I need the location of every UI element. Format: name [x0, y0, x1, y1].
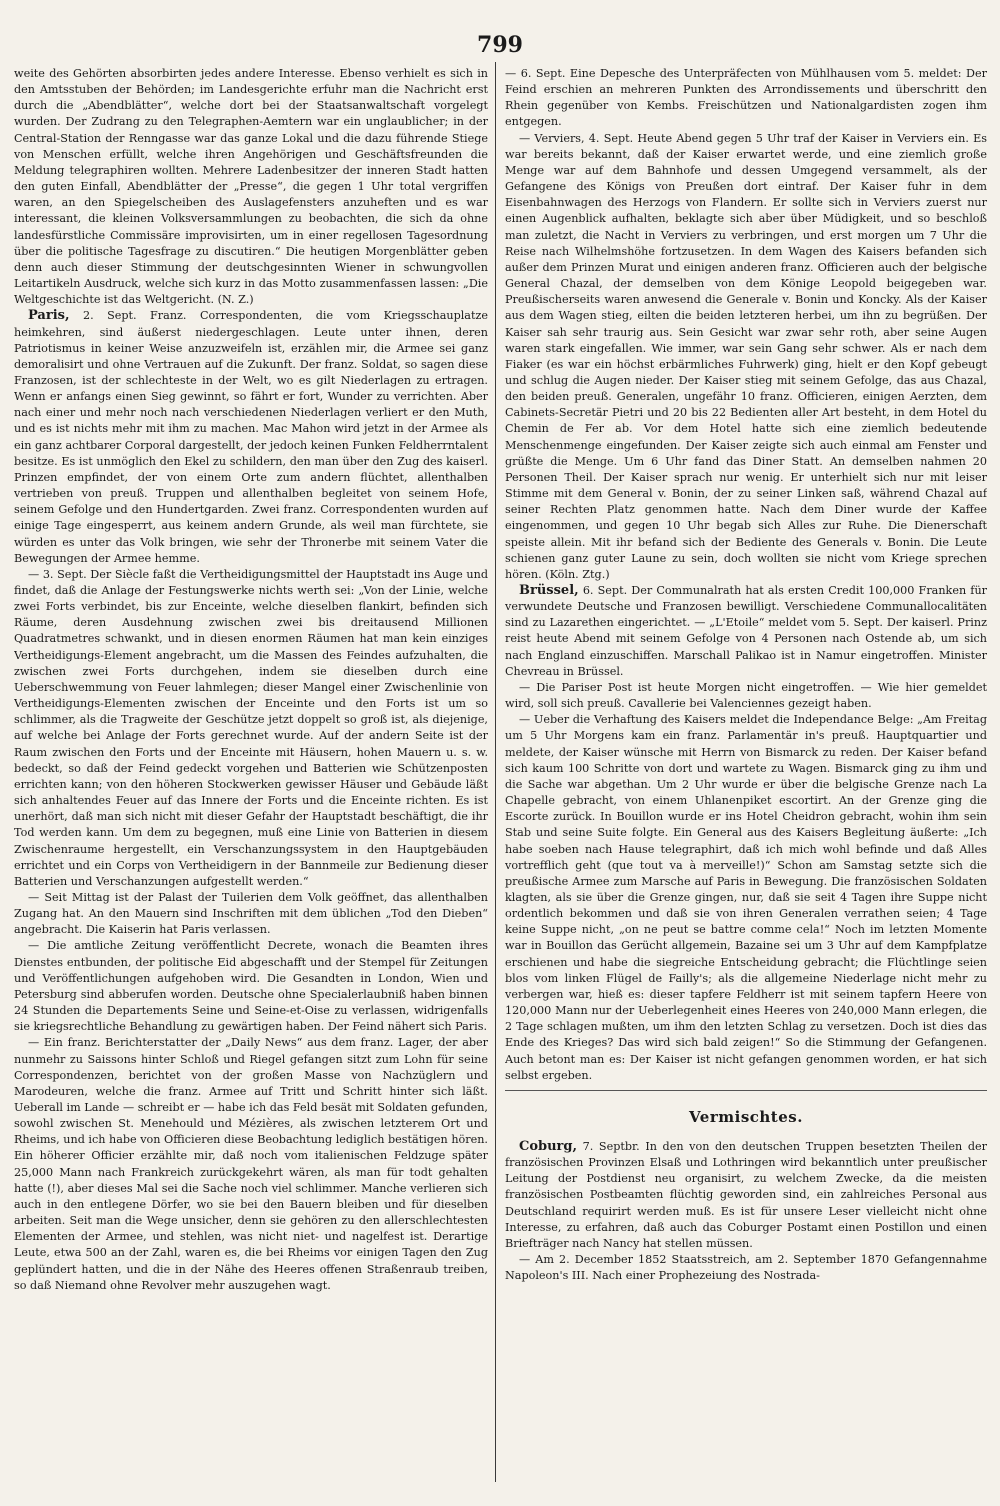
- article-text: — Verviers, 4. Sept. Heute Abend gegen 5 Uhr traf der Kaiser in Verviers ein. Es war bereits bekannt, daß der Kaiser erwartet werde, und eine ziemlich große Menge war auf dem Bahnhofe und dessen Umgegend versammelt, als der Gefangene des Königs von Preußen dort eintraf. Der Kaiser fuhr in dem Eisenbahnwagen des Herzogs von Flandern. Er sollte sich in Verviers zuerst nur einen Augenblick aufhalten, beklagte sich aber über Müdigkeit, und so beschloß man zuletzt, die Nacht in Verviers zu verbringen, und erst morgen um 7 Uhr die Reise nach Wilhelmshöhe fortzusetzen. In dem Wagen des Kaisers befanden sich außer dem Prinzen Murat und einigen anderen franz. Officieren auch der belgische General Chazal, der demselben von dem Könige Leopold beigegeben war. Preußischerseits waren anwesend die Generale v. Bonin und Koncky. Als der Kaiser aus dem Wagen stieg, eilten die beiden letzteren herbei, um ihn zu begrüßen. Der Kaiser sah sehr traurig aus. Sein Gesicht war zwar sehr roth, aber seine Augen waren stark eingefallen. Wie immer, war sein Gang sehr schwer. Als er nach dem Fiaker (es war ein höchst erbärmliches Fuhrwerk) ging, hielt er den Kopf gebeugt und schlug die Augen nieder. Der Kaiser stieg mit seinem Gefolge, das aus Chazal, den beiden preuß. Generalen, ungefähr 10 franz. Officieren, einigen Aerzten, dem Cabinets-Secretär Pietri und 20 bis 22 Bedienten aller Art besteht, in dem Hotel du Chemin de Fer ab. Vor dem Hotel hatte sich eine ziemlich bedeutende Menschenmenge eingefunden. Der Kaiser zeigte sich auch einmal am Fenster und grüßte die Menge. Um 6 Uhr fand das Diner Statt. An demselben nahmen 20 Personen Theil. Der Kaiser sprach nur wenig. Er unterhielt sich nur mit leiser Stimme mit dem General v. Bonin, der zu seiner Linken saß, während Chazal auf seiner Rechten Platz genommen hatte. Nach dem Diner wurde der Kaffee eingenommen, und gegen 10 Uhr begab sich Alles zur Ruhe. Die Dienerschaft speiste allein. Mit ihr befand sich der Bediente des Generals v. Bonin. Die Leute schienen ganz guter Laune zu sein, doch wollten sie nicht vom Kriege sprechen hören. (Köln. Ztg.): [505, 131, 987, 581]
- article-paragraph: [14, 938, 488, 1035]
- article-text: — Ueber die Verhaftung des Kaisers meldet die Independance Belge: „Am Freitag um 5 Uhr Morgens kam ein franz. Parlamentär in's preuß. Hauptquartier und meldete, der Kaiser wünsche mit Herrn von Bismarck zu reden. Der Kaiser befand sich kaum 100 Schritte von dort und wartete zu Wagen. Bismarck ging zu ihm und die Sache war abgethan. Um 2 Uhr wurde er über die belgische Grenze nach La Chapelle gebracht, von einem Uhlanenpiket escortirt. An der Grenze ging die Escorte zurück. In Bouillon wurde er ins Hotel Cheidron gebracht, wohin ihm sein Stab und seine Suite folgte. Ein General aus des Kaisers Begleitung äußerte: „Ich habe soeben nach Hause telegraphirt, daß ich mich wohl befinde und daß Alles vortrefflich geht (que tout va à merveille!)“ Schon am Samstag setzte sich die preußische Armee zum Marsche auf Paris in Bewegung. Die französischen Soldaten klagten, als sie über die Grenze gingen, nur, daß sie seit 4 Tagen ihre Suppe nicht ordentlich bekommen und daß sie von ihren Generalen verrathen seien; 4 Tage keine Suppe nicht, „on ne peut se battre comme cela!“ Noch im letzten Momente war in Bouillon das Gerücht allgemein, Bazaine sei um 3 Uhr auf dem Kampfplatze erschienen und habe die siegreiche Entscheidung gebracht; die Flüchtlinge seien blos vom linken Flügel de Failly's; als die allgemeine Niederlage nicht mehr zu verbergen war, hieß es: dieser tapfere Feldherr ist mit seinem tapfern Heere von 120,000 Mann nur der Ueberlegenheit eines Heeres von 240,000 Mann erlegen, die 2 Tage schlagen mußten, um ihm den letzten Schlag zu versetzen. Doch ist dies das Ende des Krieges? Das wird sich bald zeigen!“ So die Stimmung der Gefangenen. Auch betont man es: Der Kaiser ist nicht gefangen genommen worden, er hat sich selbst ergeben.: [505, 713, 987, 1082]
- article-text: — 3. Sept. Der Siècle faßt die Vertheidigungsmittel der Hauptstadt ins Auge und findet, daß die Anlage der Festungswerke nichts werth sei: „Von der Linie, welche zwei Forts verbindet, bis zur Enceinte, welche dieselben flankirt, befinden sich Räume, deren Ausdehnung zwischen zwei bis dreitausend Millionen Quadratmetres schwankt, und in diesen enormen Räumen hat man kein einziges Vertheidigungs-Element angebracht, um die Massen des Feindes aufzuhalten, die zwischen zwei Forts durchgehen, indem sie dieselben durch eine Ueberschwemmung von Feuer lahmlegen; dieser Mangel einer Zwischenlinie von Vertheidigungs-Elementen zwischen der Enceinte und den Forts ist um so schlimmer, als die Tragweite der Geschütze jetzt doppelt so groß ist, als diejenige, auf welche bei Anlage der Forts gerechnet wurde. Auf der andern Seite ist der Raum zwischen den Forts und der Enceinte mit Häusern, hohen Mauern u. s. w. bedeckt, so daß der Feind gedeckt vorgehen und Batterien wie Schützenposten errichten kann; von den höheren Stockwerken gewisser Häuser und Gebäude läßt sich anhaltendes Feuer auf das Innere der Forts und die Enceinte richten. Es ist unerhört, daß man sich nicht mit dieser Gefahr der Hauptstadt beschäftigt, die ihr Tod werden kann. Um dem zu begegnen, muß eine Linie von Batterien in diesem Zwischenraume hergestellt, ein Verschanzungssystem in den Hauptgebäuden errichtet und ein Corps von Vertheidigern in der Bannmeile zur Bedienung dieser Batterien und Verschanzungen aufgestellt werden.“: [14, 567, 488, 888]
- article-text: 7. Septbr. In den von den deutschen Truppen besetzten Theilen der französischen Provinzen Elsaß und Lothringen wird bekanntlich unter preußischer Leitung der Postdienst neu organisirt, zu welchem Zwecke, da die meisten französischen Postbeamten flüchtig geworden sind, ein zahlreiches Personal aus Deutschland requirirt werden muß. Es ist für unsere Leser vielleicht nicht ohne Interesse, zu erfahren, daß auch das Coburger Postamt einen Postillon und einen Briefträger nach Nancy hat stellen müssen.: [505, 1140, 987, 1250]
- article-paragraph: [505, 66, 987, 131]
- article-text: 2. Sept. Franz. Correspondenten, die vom Kriegsschauplatze heimkehren, sind äußerst niedergeschlagen. Leute unter ihnen, deren Patriotismus in keiner Weise anzuzweifeln ist, erzählen mir, die Armee sei ganz demoralisirt und ohne Vertrauen auf die Zukunft. Der franz. Soldat, so sagen diese Franzosen, ist der schlechteste in der Welt, wo es gilt Niederlagen zu ertragen. Wenn er anfangs einen Sieg gewinnt, so fährt er fort, Wunder zu verrichten. Aber nach einer und mehr noch nach verschiedenen Niederlagen verliert er den Muth, und es ist nichts mehr mit ihm zu machen. Mac Mahon wird jetzt in der Armee als ein ganz achtbarer Corporal dargestellt, der jedoch keinen Funken Feldherrntalent besitze. Es ist unmöglich den Ekel zu schildern, den man über den Zug des kaiserl. Prinzen empfindet, der von einem Orte zum andern flüchtet, allenthalben vertrieben von preuß. Truppen und allenthalben begleitet von seinem Hofe, seinem Gefolge und den Hundertgarden. Zwei franz. Correspondenten wurden auf einige Tage eingesperrt, aus keinem andern Grunde, als weil man fürchtete, sie würden es unter das Volk bringen, wie sehr der Thronerbe mit seinem Vater die Bewegungen der Armee hemme.: [14, 309, 488, 565]
- dateline: Coburg,: [519, 1139, 578, 1154]
- section-divider: [505, 1090, 987, 1091]
- section-heading: Vermischtes.: [689, 1107, 803, 1126]
- article-paragraph: [14, 567, 488, 890]
- article-text: — Die Pariser Post ist heute Morgen nicht eingetroffen. — Wie hier gemeldet wird, soll sich preuß. Cavallerie bei Valenciennes gezeigt haben.: [505, 680, 987, 711]
- left-column: [14, 66, 488, 1494]
- article-text: weite des Gehörten absorbirten jedes andere Interesse. Ebenso verhielt es sich in den Amtsstuben der Behörden; im Landesgerichte erfuhr man die Nachricht erst durch die „Abendblätter“, welche dort bei der Staatsanwaltschaft vorgelegt wurden. Der Zudrang zu den Telegraphen-Aemtern war ein unglaublicher; in der Central-Station der Renngasse war das ganze Lokal und die dazu führende Stiege von Menschen erfüllt, welche ihren Angehörigen und Geschäftsfreunden die Meldung telegraphiren wollten. Mehrere Ladenbesitzer der inneren Stadt hatten den guten Einfall, Abendblätter der „Presse“, die gegen 1 Uhr total vergriffen waren, an den Spiegelscheiben des Auslagefensters anzuheften und es war interessant, die kleinen Volksversammlungen zu beobachten, die sich da ohne landesfürstliche Commissäre improvisirten, um in einer regellosen Tagesordnung über die politische Tagesfrage zu discutiren.“ Die heutigen Morgenblätter geben denn auch dieser Stimmung der deutschgesinnten Wiener in schwungvollen Leitartikeln Ausdruck, welche sich kurz in das Motto zusammenfassen lassen: „Die Weltgeschichte ist das Weltgericht. (N. Z.): [14, 67, 488, 307]
- dateline: Brüssel,: [519, 583, 579, 598]
- article-text: 6. Sept. Der Communalrath hat als ersten Credit 100,000 Franken für verwundete Deutsche und Franzosen bewilligt. Verschiedene Communallocalitäten sind zu Lazarethen eingerichtet. — „L'Etoile“ meldet vom 5. Sept. Der kaiserl. Prinz reist heute Abend mit seinem Gefolge von 4 Personen nach Ostende ab, um sich nach England einzuschiffen. Marschall Palikao ist in Namur eingetroffen. Minister Chevreau in Brüssel.: [505, 584, 987, 678]
- article-paragraph: [14, 890, 488, 938]
- right-column-articles: [505, 66, 987, 1084]
- dateline: Paris,: [28, 308, 70, 324]
- article-paragraph: [505, 1252, 987, 1284]
- article-text: — 6. Sept. Eine Depesche des Unterpräfecten von Mühlhausen vom 5. meldet: Der Feind erschien an mehreren Punkten des Arrondissements und überschritt den Rhein gegenüber von Kembs. Freischützen und Nationalgardisten zogen ihm entgegen.: [505, 67, 987, 129]
- article-paragraph: [505, 1139, 987, 1252]
- article-text: — Am 2. December 1852 Staatsstreich, am 2. September 1870 Gefangennahme Napoleon's III. Nach einer Prophezeiung des Nostrada-: [505, 1253, 987, 1283]
- article-text: — Die amtliche Zeitung veröffentlicht Decrete, wonach die Beamten ihres Dienstes entbunden, der politische Eid abgeschafft und der Stempel für Zeitungen und Veröffentlichungen aufgehoben wird. Die Gesandten in London, Wien und Petersburg sind abberufen worden. Deutsche ohne Specialerlaubniß haben binnen 24 Stunden die Departements Seine und Seine-et-Oise zu verlassen, widrigenfalls sie kriegsrechtliche Behandlung zu gewärtigen haben. Der Feind nähert sich Paris.: [14, 939, 488, 1034]
- article-paragraph: [14, 1035, 488, 1294]
- page-number: 799: [477, 32, 523, 58]
- column-divider: [495, 62, 496, 1482]
- article-paragraph: [505, 131, 987, 583]
- article-text: — Seit Mittag ist der Palast der Tuilerien dem Volk geöffnet, das allenthalben Zugang hat. An den Mauern sind Inschriften mit dem üblichen „Tod den Dieben“ angebracht. Die Kaiserin hat Paris verlassen.: [14, 890, 488, 937]
- article-paragraph: [505, 583, 987, 680]
- article-paragraph: [505, 712, 987, 1084]
- article-text: — Ein franz. Berichterstatter der „Daily News“ aus dem franz. Lager, der aber nunmehr zu Saissons hinter Schloß und Riegel gefangen sitzt zum Lohn für seine Correspondenzen, berichtet von der großen Masse von Nachzüglern und Marodeuren, welche die franz. Armee auf Tritt und Schritt hinter sich läßt. Ueberall im Lande — schreibt er — habe ich das Feld besät mit Soldaten gefunden, sowohl zwischen St. Menehould und Mézières, als zwischen letzterem Ort und Rheims, und ich habe von Officieren diese Beobachtung lediglich bestätigen hören. Ein höherer Officier erzählte mir, daß noch vom italienischen Feldzuge später 25,000 Mann nach Frankreich zurückgekehrt wären, als man für todt gehalten hatte (!), aber dieses Mal sei die Sache noch viel schlimmer. Manche verlieren sich auch in den entlegene Dörfer, wo sie bei den Bauern bleiben und für dieselben arbeiten. Seit man die Wege unsicher, denn sie gehören zu den allerschlechtesten Elementen der Armee, und stehlen, was nicht niet- und nagelfest ist. Derartige Leute, etwa 500 an der Zahl, waren es, die bei Rheims vor einigen Tagen den Zug geplündert hatten, und die in der Nähe des Heeres offenen Straßenraub treiben, so daß Niemand ohne Revolver mehr auszugehen wagt.: [14, 1036, 488, 1292]
- article-paragraph: [14, 66, 488, 308]
- section-articles: [505, 1139, 987, 1284]
- article-paragraph: [505, 680, 987, 712]
- right-column: [505, 66, 987, 1494]
- article-paragraph: [14, 308, 488, 567]
